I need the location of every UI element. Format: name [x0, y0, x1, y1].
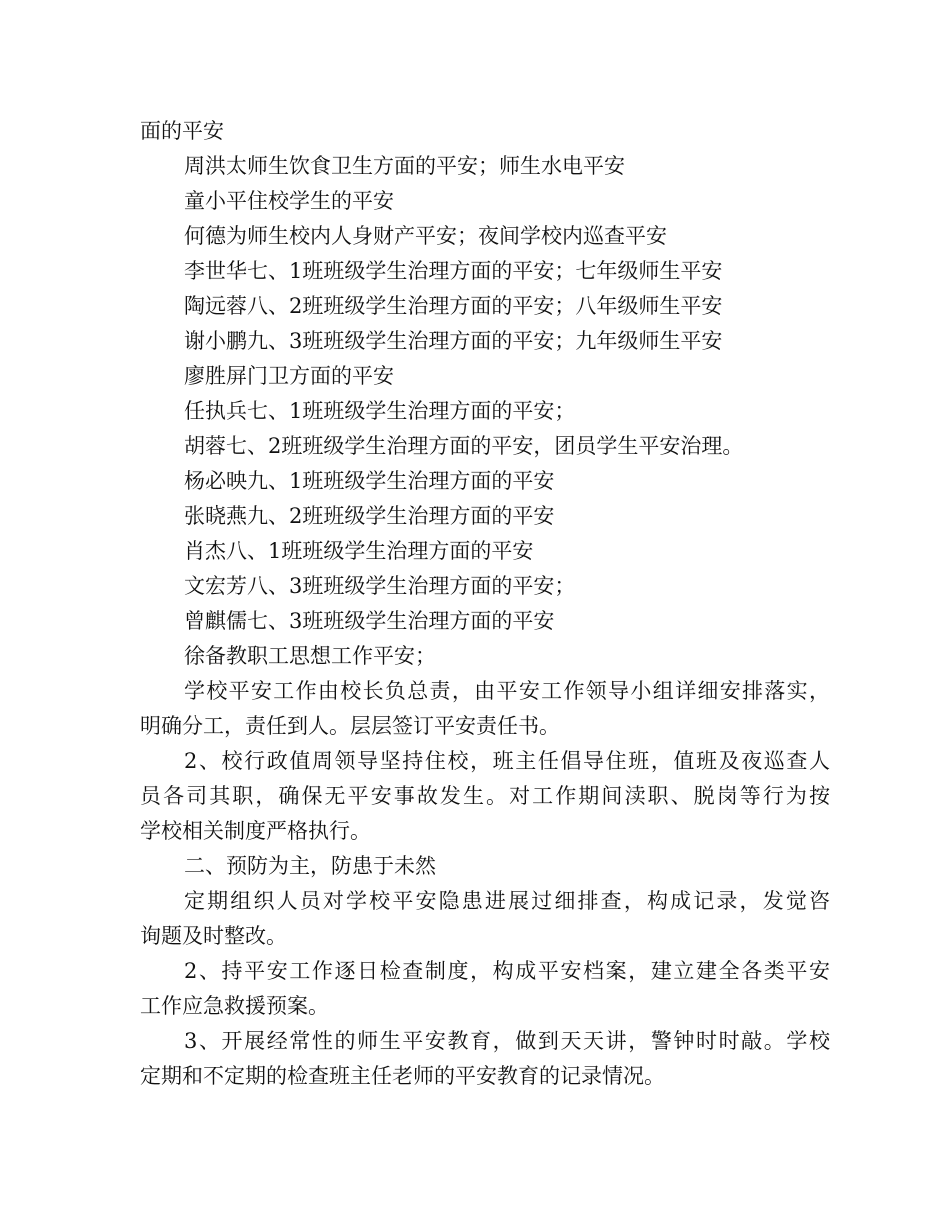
paragraph-line: 定期组织人员对学校平安隐患进展过细排查，构成记录，发觉咨 [184, 889, 830, 913]
text-line: 面的平安 [140, 119, 224, 143]
text-line: 胡蓉七、2班班级学生治理方面的平安，团员学生平安治理。 [184, 434, 744, 458]
text-line: 徐备教职工思想工作平安； [184, 644, 436, 668]
paragraph-line: 2、校行政值周领导坚持住校，班主任倡导住班，值班及夜巡查人 [184, 749, 830, 773]
text-line: 李世华七、1班班级学生治理方面的平安；七年级师生平安 [184, 259, 723, 283]
section-heading: 二、预防为主，防患于未然 [184, 854, 436, 878]
text-line: 肖杰八、1班班级学生治理方面的平安 [184, 539, 534, 563]
document-body [140, 114, 830, 1094]
text-line: 陶远蓉八、2班班级学生治理方面的平安；八年级师生平安 [184, 294, 723, 318]
text-line: 文宏芳八、3班班级学生治理方面的平安； [184, 574, 576, 598]
paragraph-line: 学校平安工作由校长负总责，由平安工作领导小组详细安排落实， [184, 679, 830, 703]
text-line: 周洪太师生饮食卫生方面的平安；师生水电平安 [184, 154, 625, 178]
text-line: 童小平住校学生的平安 [184, 189, 394, 213]
text-line: 张晓燕九、2班班级学生治理方面的平安 [184, 504, 555, 528]
paragraph-line: 2、持平安工作逐日检查制度，构成平安档案，建立建全各类平安 [184, 959, 830, 983]
text-line: 谢小鹏九、3班班级学生治理方面的平安；九年级师生平安 [184, 329, 723, 353]
text-line: 任执兵七、1班班级学生治理方面的平安； [184, 399, 576, 423]
paragraph-line: 定期和不定期的检查班主任老师的平安教育的记录情况。 [140, 1064, 665, 1088]
paragraph-line: 工作应急救援预案。 [140, 994, 329, 1018]
text-line: 廖胜屏门卫方面的平安 [184, 364, 394, 388]
text-line: 杨必映九、1班班级学生治理方面的平安 [184, 469, 555, 493]
paragraph-line: 询题及时整改。 [140, 924, 287, 948]
text-line: 曾麒儒七、3班班级学生治理方面的平安 [184, 609, 555, 633]
paragraph-line: 3、开展经常性的师生平安教育，做到天天讲，警钟时时敲。学校 [184, 1029, 830, 1053]
paragraph-line: 明确分工，责任到人。层层签订平安责任书。 [140, 714, 560, 738]
paragraph-line: 员各司其职，确保无平安事故发生。对工作期间渎职、脱岗等行为按 [140, 784, 830, 808]
paragraph-line: 学校相关制度严格执行。 [140, 819, 371, 843]
text-line: 何德为师生校内人身财产平安；夜间学校内巡查平安 [184, 224, 667, 248]
